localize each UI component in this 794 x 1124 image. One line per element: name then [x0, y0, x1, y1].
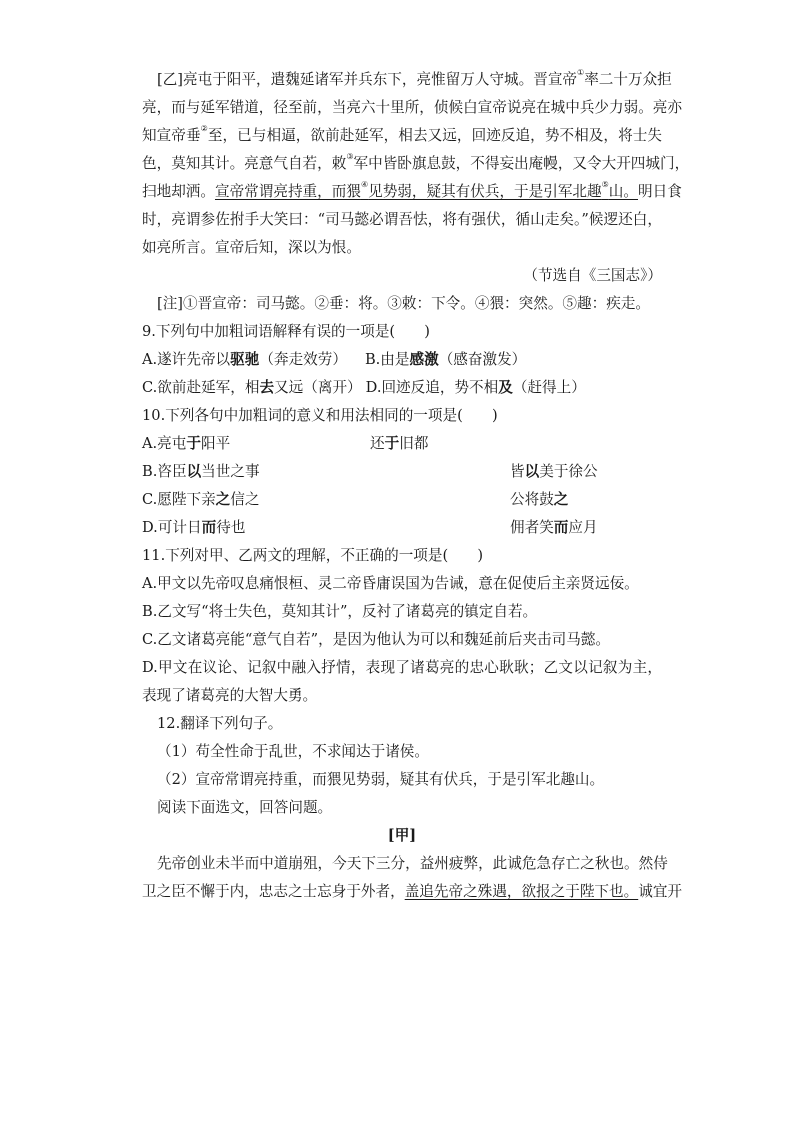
q9-option-b: B.由是感激（感奋激发） [364, 351, 527, 368]
passage-yi-line-1: [乙]亮屯于阳平，遣魏延诸军并兵东下，亮惟留万人守城。晋宣帝①率二十万众拒 [157, 68, 672, 88]
q10-option-d: D.可计日而待也 佣者笑而应月 [142, 519, 598, 536]
q10-stem: 10.下列各句中加粗词的意义和用法相同的一项是( ) [142, 407, 498, 424]
underlined-sentence: 宣帝常谓亮持重，而猥④见势弱，疑其有伏兵，于是引军北趣⑤山。 [214, 180, 638, 200]
passage-source: （节选自《三国志》） [523, 267, 662, 284]
q11-option-d-line-1: D.甲文在议论、记叙中融入抒情，表现了诸葛亮的忠心耿耿；乙文以记叙为主， [142, 659, 662, 676]
footnote-mark-2: ② [200, 124, 208, 133]
q9-stem: 9.下列句中加粗词语解释有误的一项是( ) [142, 323, 431, 340]
q12-stem: 12.翻译下列句子。 [157, 715, 283, 732]
passage-jia-heading: [甲] [387, 827, 417, 844]
passage-jia-line-2: 卫之臣不懈于内，忠志之士忘身于外者，盖追先帝之殊遇，欲报之于陛下也。诚宜开 [142, 883, 683, 900]
passage-yi-line-5: 扫地却洒。宣帝常谓亮持重，而猥④见势弱，疑其有伏兵，于是引军北趣⑤山。明日食 [142, 180, 682, 200]
q11-option-d-line-2: 表现了诸葛亮的大智大勇。 [142, 687, 318, 704]
footnote-mark-4: ④ [360, 180, 369, 189]
q12-sentence-2: （2）宣帝常谓亮持重，而猥见势弱，疑其有伏兵，于是引军北趣山。 [157, 771, 605, 788]
q9-option-a: A.遂许先帝以驱驰（奔走效劳） [142, 351, 347, 368]
passage-yi-line-3: 知宣帝垂②至，已与相逼，欲前赴延军，相去又远，回迹反追，势不相及，将士失 [142, 124, 662, 144]
underlined-sentence-jia: 盖追先帝之殊遇，欲报之于陛下也。 [404, 883, 639, 900]
q11-stem: 11.下列对甲、乙两文的理解，不正确的一项是( ) [142, 547, 484, 564]
passage-yi-line-7: 如亮所言。宣帝后知，深以为恨。 [142, 239, 361, 256]
q12-sentence-1: （1）苟全性命于乱世，不求闻达于诸侯。 [157, 743, 429, 760]
q10-option-a: A.亮屯于阳平 还于旧都 [142, 435, 429, 452]
q11-option-b: B.乙文写“将士失色，莫知其计”，反衬了诸葛亮的镇定自若。 [142, 603, 538, 620]
q9-option-c: C.欲前赴延军，相去又远（离开） [142, 379, 362, 396]
passage-yi-line-4: 色，莫知其计。亮意气自若，敕③军中皆卧旗息鼓，不得妄出庵幔，又令大开四城门， [142, 152, 690, 172]
reading-instruction: 阅读下面选文，回答问题。 [157, 799, 333, 816]
q9-options-ab [142, 350, 662, 370]
q9-options-cd [142, 378, 662, 398]
passage-notes: [注]①晋宣帝：司马懿。②垂：将。③敕：下令。④猥：突然。⑤趣：疾走。 [157, 295, 650, 312]
passage-jia-line-1: 先帝创业未半而中道崩殂，今天下三分，益州疲弊，此诚危急存亡之秋也。然侍 [157, 855, 668, 872]
footnote-mark-3: ③ [346, 152, 354, 161]
footnote-mark-1: ① [577, 68, 585, 77]
footnote-mark-5: ⑤ [601, 180, 609, 189]
q10-option-b: B.咨臣以当世之事 皆以美于徐公 [142, 463, 598, 480]
q10-option-c: C.愿陛下亲之信之 公将鼓之 [142, 491, 569, 508]
passage-yi-line-2: 亮，而与延军错道，径至前，当亮六十里所，侦候白宣帝说亮在城中兵少力弱。亮亦 [142, 99, 682, 116]
q11-option-a: A.甲文以先帝叹息痛恨桓、灵二帝昏庸误国为告诫，意在促使后主亲贤远佞。 [142, 575, 639, 592]
q11-option-c: C.乙文诸葛亮能“意气自若”，是因为他认为可以和魏延前后夹击司马懿。 [142, 631, 611, 648]
passage-yi-line-6: 时，亮谓参佐拊手大笑曰：“司马懿必谓吾怯，将有强伏，循山走矣。”候逻还白， [142, 211, 662, 228]
q9-option-d: D.回迹反追，势不相及（赶得上） [365, 379, 586, 396]
